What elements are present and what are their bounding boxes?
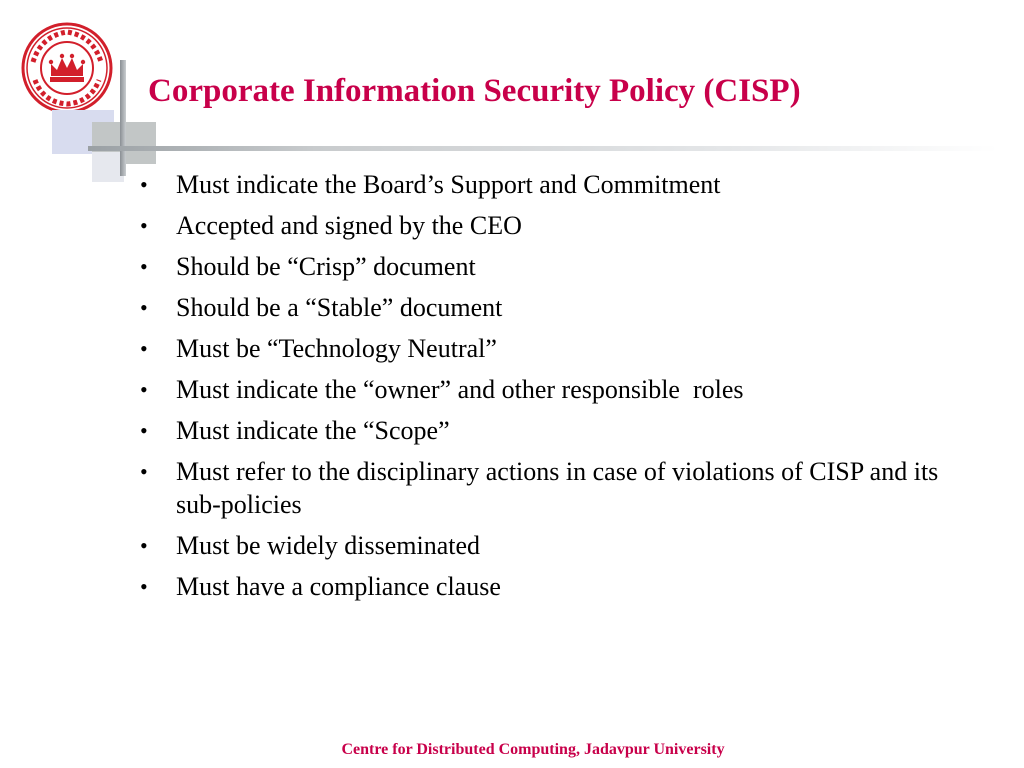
bullet-item-compliance-clause — [140, 570, 940, 603]
bullet-text: Must indicate the “Scope” — [176, 416, 450, 445]
bullet-icon: • — [140, 533, 148, 558]
bullet-icon: • — [140, 254, 148, 279]
bullet-text: Must be widely disseminated — [176, 531, 481, 560]
bullet-item-board-support — [140, 168, 940, 201]
bullet-icon: • — [140, 172, 148, 197]
bullet-icon: • — [140, 213, 148, 238]
bullet-item-owner-roles — [140, 373, 940, 406]
bullet-icon: • — [140, 459, 148, 484]
slide-title: Corporate Information Security Policy (CISP) — [148, 73, 801, 109]
bullet-text: Must indicate the Board’s Support and Commitment — [176, 170, 721, 199]
bullet-icon: • — [140, 295, 148, 320]
bullet-icon: • — [140, 377, 148, 402]
bullet-item-disseminated — [140, 529, 940, 562]
bullet-text: Must indicate the “owner” and other responsible roles — [176, 375, 744, 404]
bullet-text: Must be “Technology Neutral” — [176, 334, 497, 363]
bullet-text: Must refer to the disciplinary actions in case of violations of CISP and its sub-policies — [176, 457, 939, 519]
bullet-icon: • — [140, 418, 148, 443]
bullet-item-signed-by-ceo — [140, 209, 940, 242]
bullet-text: Should be a “Stable” document — [176, 293, 503, 322]
bullet-icon: • — [140, 336, 148, 361]
bullet-text: Should be “Crisp” document — [176, 252, 476, 281]
slide-footer: Centre for Distributed Computing, Jadavpur University — [341, 741, 725, 758]
bullet-item-disciplinary-actions — [140, 455, 940, 521]
bullet-text: Accepted and signed by the CEO — [176, 211, 522, 240]
bullet-icon: • — [140, 574, 148, 599]
title-divider — [88, 146, 998, 151]
bullet-item-technology-neutral — [140, 332, 940, 365]
university-seal-icon — [21, 22, 113, 114]
bullet-item-stable-document — [140, 291, 940, 324]
bullet-list — [140, 168, 940, 611]
decor-vertical-bar — [120, 60, 126, 176]
bullet-text: Must have a compliance clause — [176, 572, 501, 601]
bullet-item-crisp-document — [140, 250, 940, 283]
bullet-item-scope — [140, 414, 940, 447]
